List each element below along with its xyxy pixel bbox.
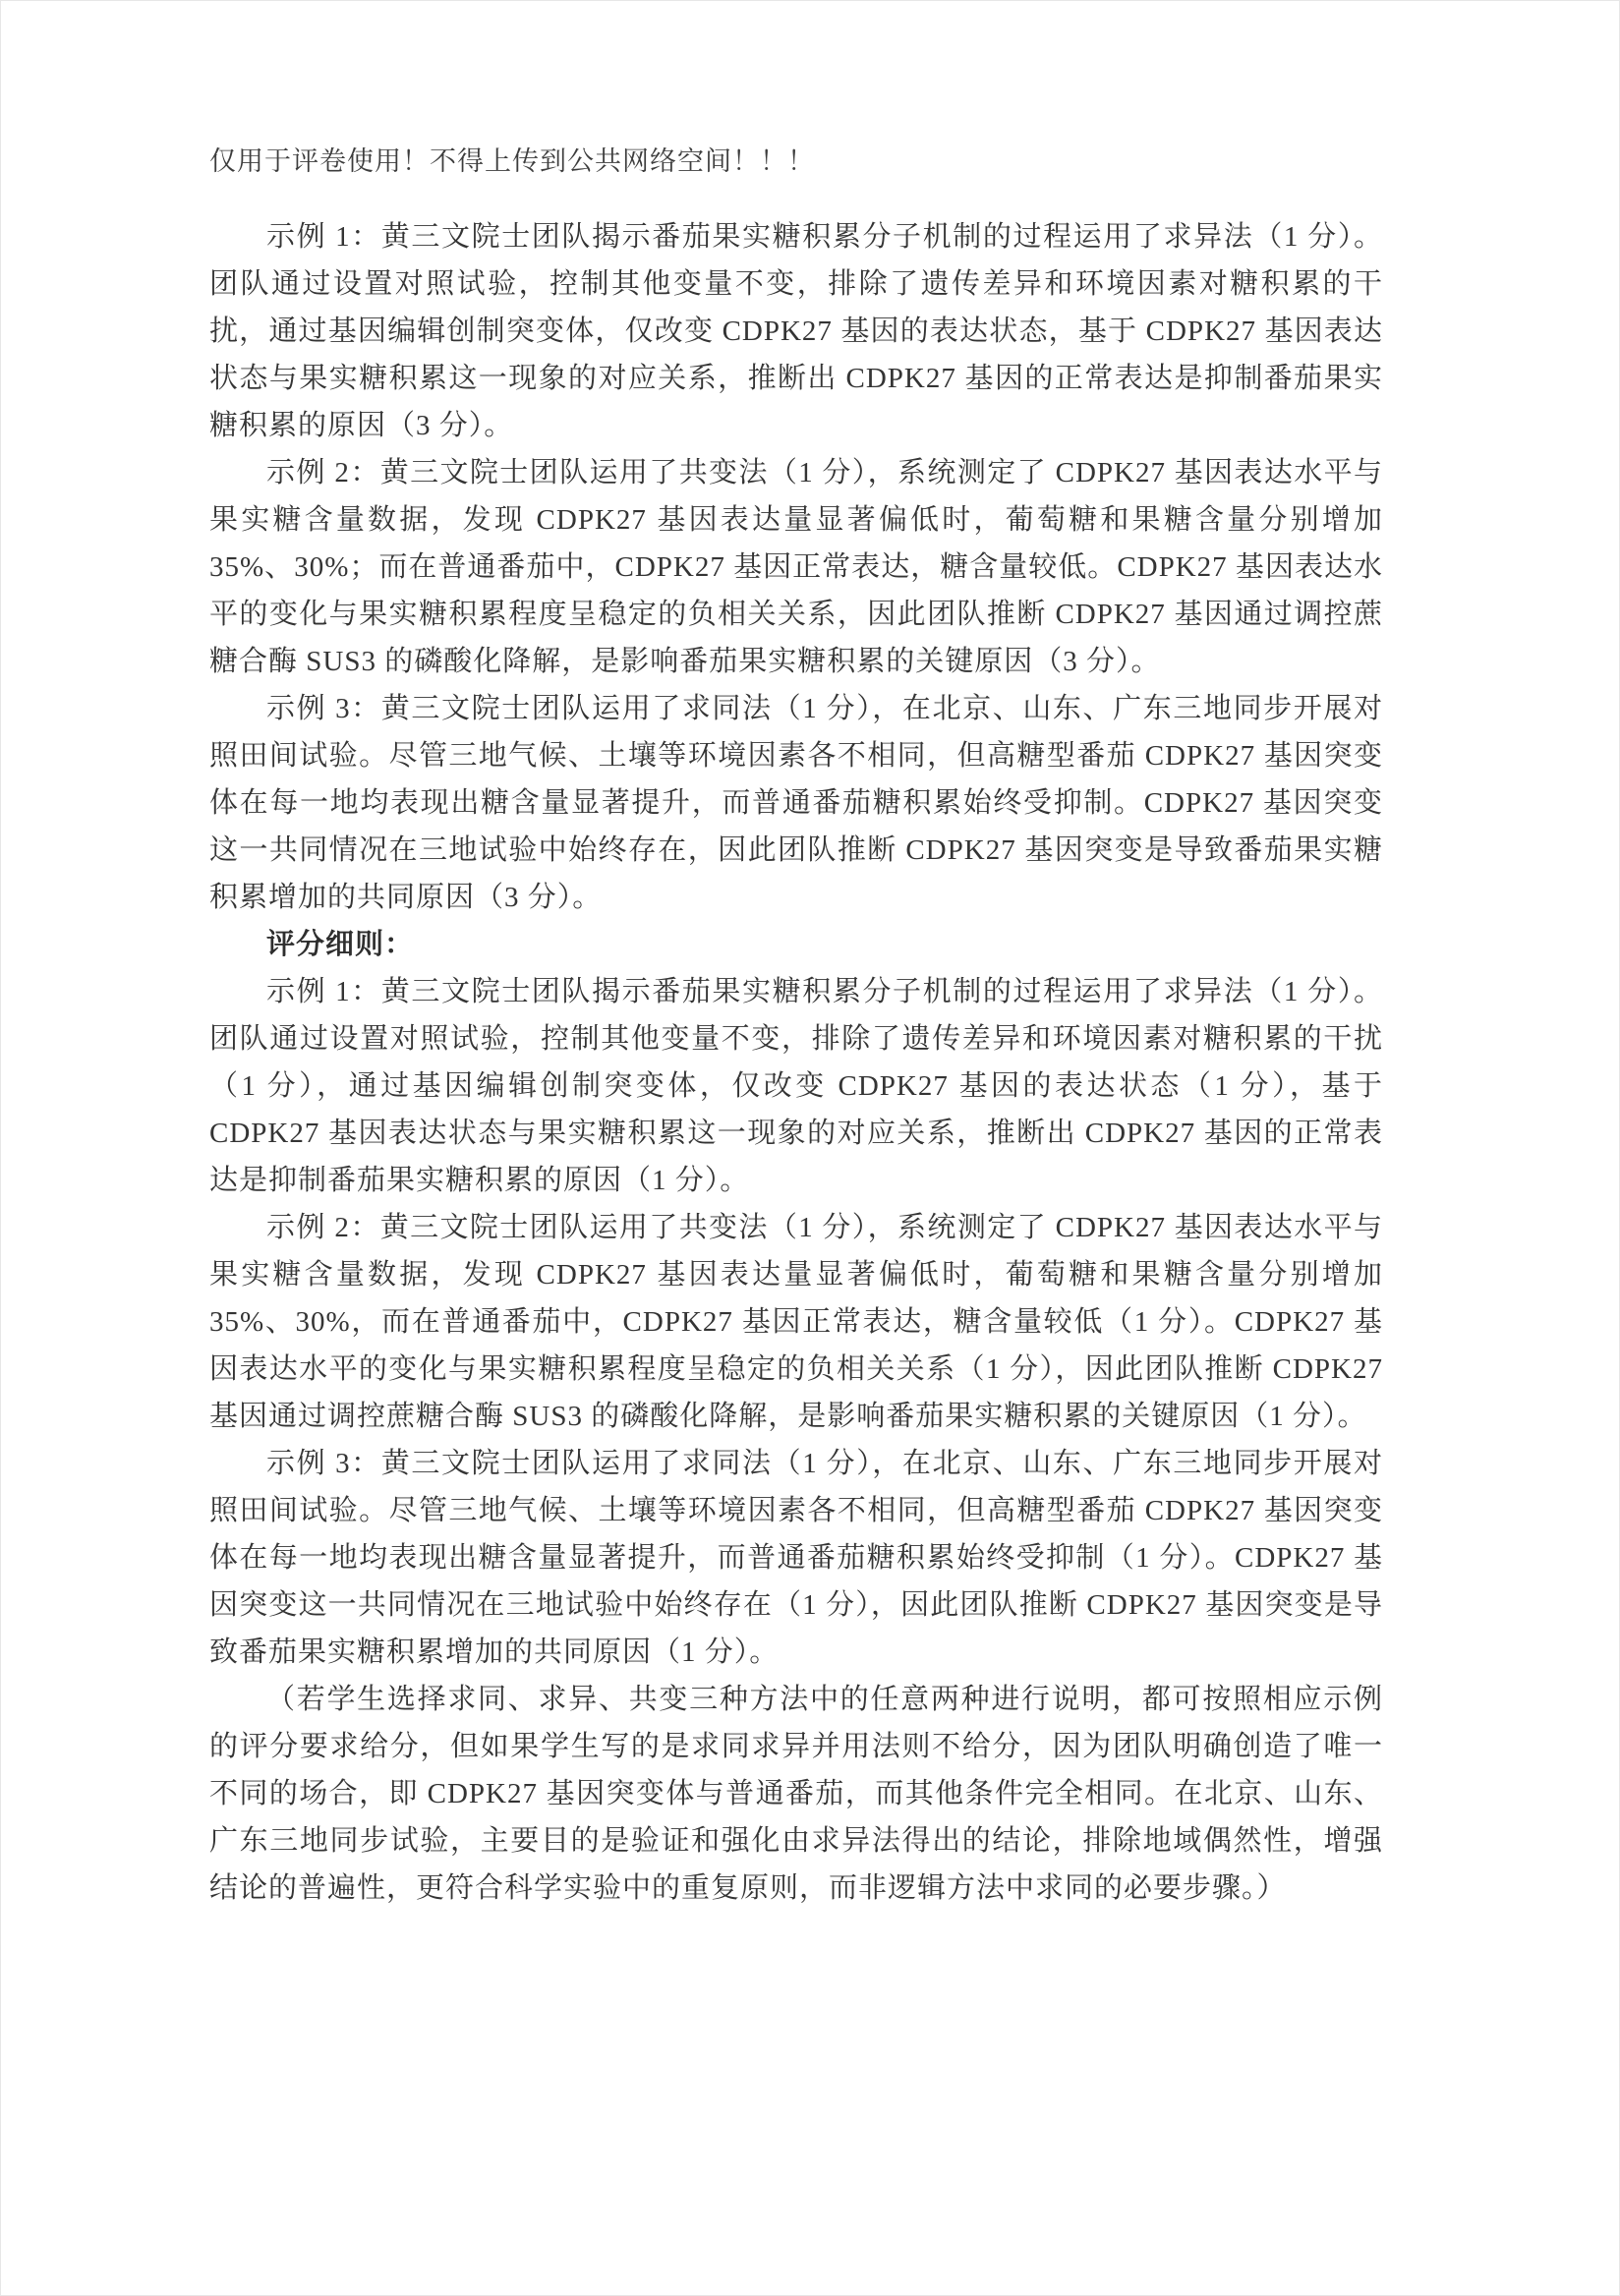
- document-body: [209, 213, 1383, 1912]
- example-paragraph-2: 示例 2：黄三文院士团队运用了共变法（1 分），系统测定了 CDPK27 基因表达水平与果实糖含量数据，发现 CDPK27 基因表达量显著偏低时，葡萄糖和果糖含量分别增加 35%、30%；而在普通番茄中，CDPK27 基因正常表达，糖含量较低。CDPK27 基因表达水平的变化与果实糖积累程度呈稳定的负相关关系，因此团队推断 CDPK27 基因通过调控蔗糖合酶 SUS3 的磷酸化降解，是影响番茄果实糖积累的关键原因（3 分）。: [209, 457, 1383, 677]
- confidentiality-notice: 仅用于评卷使用！不得上传到公共网络空间！！！: [209, 146, 815, 176]
- rubric-paragraph-3: 示例 3：黄三文院士团队运用了求同法（1 分），在北京、山东、广东三地同步开展对照田间试验。尽管三地气候、土壤等环境因素各不相同，但高糖型番茄 CDPK27 基因突变体在每一地均表现出糖含量显著提升，而普通番茄糖积累始终受抑制（1 分）。CDPK27 基因突变这一共同情况在三地试验中始终存在（1 分），因此团队推断 CDPK27 基因突变是导致番茄果实糖积累增加的共同原因（1 分）。: [209, 1448, 1383, 1668]
- rubric-paragraph-1: 示例 1：黄三文院士团队揭示番茄果实糖积累分子机制的过程运用了求异法（1 分）。团队通过设置对照试验，控制其他变量不变，排除了遗传差异和环境因素对糖积累的干扰（1 分），通过基因编辑创制突变体，仅改变 CDPK27 基因的表达状态（1 分），基于 CDPK27 基因表达状态与果实糖积累这一现象的对应关系，推断出 CDPK27 基因的正常表达是抑制番茄果实糖积累的原因（1 分）。: [209, 976, 1383, 1196]
- example-paragraph-3: 示例 3：黄三文院士团队运用了求同法（1 分），在北京、山东、广东三地同步开展对照田间试验。尽管三地气候、土壤等环境因素各不相同，但高糖型番茄 CDPK27 基因突变体在每一地均表现出糖含量显著提升，而普通番茄糖积累始终受抑制。CDPK27 基因突变这一共同情况在三地试验中始终存在，因此团队推断 CDPK27 基因突变是导致番茄果实糖积累增加的共同原因（3 分）。: [209, 693, 1383, 913]
- grading-note-paragraph: （若学生选择求同、求异、共变三种方法中的任意两种进行说明，都可按照相应示例的评分要求给分，但如果学生写的是求同求异并用法则不给分，因为团队明确创造了唯一不同的场合，即 CDPK27 基因突变体与普通番茄，而其他条件完全相同。在北京、山东、广东三地同步试验，主要目的是验证和强化由求异法得出的结论，排除地域偶然性，增强结论的普遍性，更符合科学实验中的重复原则，而非逻辑方法中求同的必要步骤。）: [209, 1684, 1383, 1904]
- rubric-heading: 评分细则：: [266, 929, 415, 960]
- example-paragraph-1: 示例 1：黄三文院士团队揭示番茄果实糖积累分子机制的过程运用了求异法（1 分）。团队通过设置对照试验，控制其他变量不变，排除了遗传差异和环境因素对糖积累的干扰，通过基因编辑创制突变体，仅改变 CDPK27 基因的表达状态，基于 CDPK27 基因表达状态与果实糖积累这一现象的对应关系，推断出 CDPK27 基因的正常表达是抑制番茄果实糖积累的原因（3 分）。: [209, 221, 1383, 441]
- rubric-paragraph-2: 示例 2：黄三文院士团队运用了共变法（1 分），系统测定了 CDPK27 基因表达水平与果实糖含量数据，发现 CDPK27 基因表达量显著偏低时，葡萄糖和果糖含量分别增加 35%、30%，而在普通番茄中，CDPK27 基因正常表达，糖含量较低（1 分）。CDPK27 基因表达水平的变化与果实糖积累程度呈稳定的负相关关系（1 分），因此团队推断 CDPK27 基因通过调控蔗糖合酶 SUS3 的磷酸化降解，是影响番茄果实糖积累的关键原因（1 分）。: [209, 1212, 1383, 1432]
